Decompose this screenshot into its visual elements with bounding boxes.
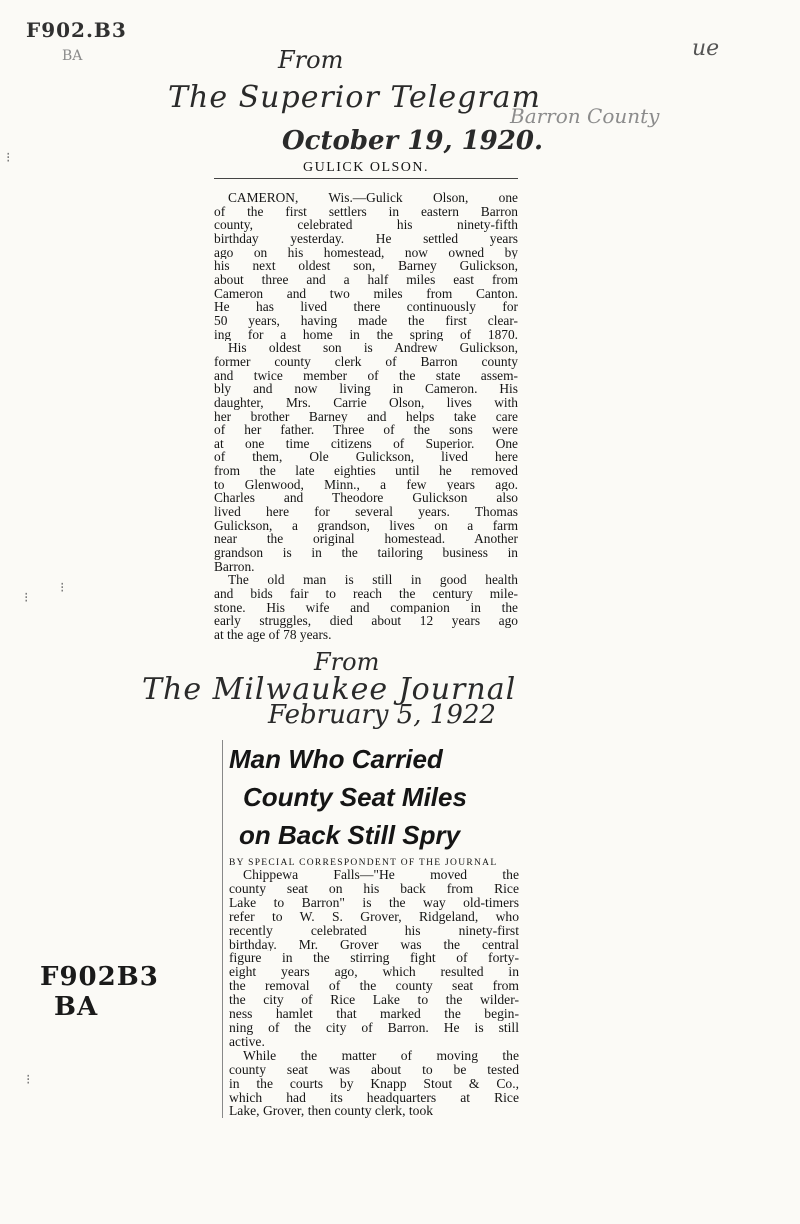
text-line: of the first settlers in eastern Barron [214, 204, 518, 219]
text-line: early struggles, died about 12 years ago [214, 614, 518, 628]
text-line: figure in the stirring fight of forty- [229, 951, 519, 966]
text-line: ning of the city of Barron. He is still [229, 1020, 519, 1035]
text-line: Lake, Grover, then county clerk, took [229, 1104, 434, 1119]
text-line: birthday yesterday. He settled years [214, 231, 518, 246]
text-line: which had its headquarters at Rice [229, 1090, 519, 1105]
text-line: near the original homestead. Another [214, 532, 518, 547]
call-number-top-sub: BA [62, 48, 83, 64]
text-line: county seat on his back from Rice [229, 881, 519, 896]
margin-speck: ⁝ [60, 580, 65, 596]
source1-from: From [278, 46, 344, 74]
text-line: eight years ago, which resulted in [229, 965, 519, 980]
source2-date: February 5, 1922 [268, 700, 496, 730]
text-line: to Glenwood, Minn., a few years ago. [214, 477, 518, 492]
text-line: bly and now living in Cameron. His [214, 382, 518, 396]
text-line: While the matter of moving the [243, 1048, 519, 1063]
text-line: Barron. [214, 559, 255, 574]
text-line: stone. His wife and companion in the [214, 600, 518, 615]
article2-byline: BY SPECIAL CORRESPONDENT OF THE JOURNAL [229, 858, 498, 868]
article2-clipping [222, 740, 519, 1118]
text-line: ing for a home in the spring of 1870. [214, 327, 518, 342]
barron-county-note: Barron County [510, 104, 660, 128]
margin-speck: ⁝ [26, 1072, 31, 1088]
article2-headline-line2: County Seat Miles [243, 782, 467, 812]
source1-date: October 19, 1920. [282, 126, 544, 156]
text-line: 50 years, having made the first clear- [214, 313, 518, 328]
text-line: the removal of the county seat from [229, 979, 519, 994]
source2-from: From [314, 648, 380, 676]
text-line: in the courts by Knapp Stout & Co., [229, 1076, 519, 1091]
article1-headline: GULICK OLSON. [214, 160, 518, 179]
text-line: CAMERON, Wis.—Gulick Olson, one [228, 191, 518, 205]
source2-name: The Milwaukee Journal [142, 672, 517, 707]
article1-clipping [214, 160, 518, 642]
call-number-top: F902.B3 [26, 18, 127, 42]
text-line: at the age of 78 years. [214, 628, 332, 642]
article2-body [229, 868, 519, 1118]
text-line: county, celebrated his ninety-fifth [214, 218, 518, 232]
text-line: and bids fair to reach the century mile- [214, 587, 518, 601]
text-line: ago on his homestead, now owned by [214, 245, 518, 260]
article2-headline-line3: on Back Still Spry [239, 820, 461, 850]
text-line: recently celebrated his ninety-first [229, 923, 519, 938]
text-line: ness hamlet that marked the begin- [229, 1007, 519, 1021]
corner-mark: ue [692, 36, 720, 61]
text-line: her brother Barney and helps take care [214, 409, 518, 424]
call-number-bottom-line2: BA [54, 992, 99, 1022]
text-line: about three and a half miles east from [214, 272, 518, 287]
text-line: daughter, Mrs. Carrie Olson, lives with [214, 395, 518, 410]
margin-speck: ⁝ [24, 590, 29, 606]
text-line: Lake to Barron" is the way old-timers [229, 895, 519, 910]
text-line: birthday. Mr. Grover was the central [229, 937, 519, 952]
text-line: refer to W. S. Grover, Ridgeland, who [229, 909, 519, 924]
text-line: from the late eighties until he removed [214, 464, 518, 478]
call-number-bottom-line1: F902B3 [40, 962, 159, 992]
text-line: lived here for several years. Thomas [214, 505, 518, 519]
text-line: county seat was about to be tested [229, 1062, 519, 1077]
text-line: at one time citizens of Superior. One [214, 436, 518, 451]
text-line: Chippewa Falls—"He moved the [243, 868, 519, 882]
text-line: former county clerk of Barron county [214, 354, 518, 369]
call-number-bottom [40, 962, 159, 1022]
text-line: He has lived there continuously for [214, 300, 518, 314]
article1-body [214, 191, 518, 642]
text-line: grandson is in the tailoring business in [214, 546, 518, 560]
text-line: of them, Ole Gulickson, lived here [214, 450, 518, 465]
text-line: Cameron and two miles from Canton. [214, 286, 518, 301]
text-line: The old man is still in good health [228, 573, 518, 588]
source1-name: The Superior Telegram [168, 80, 541, 115]
text-line: His oldest son is Andrew Gulickson, [228, 341, 518, 355]
text-line: Charles and Theodore Gulickson also [214, 491, 518, 506]
text-line: active. [229, 1034, 265, 1049]
text-line: and twice member of the state assem- [214, 368, 518, 383]
text-line: his next oldest son, Barney Gulickson, [214, 259, 518, 273]
margin-speck: ⁝ [6, 150, 11, 166]
text-line: of her father. Three of the sons were [214, 423, 518, 437]
article2-headline-line1: Man Who Carried [229, 744, 443, 774]
text-line: Gulickson, a grandson, lives on a farm [214, 518, 518, 533]
text-line: the city of Rice Lake to the wilder- [229, 993, 519, 1008]
